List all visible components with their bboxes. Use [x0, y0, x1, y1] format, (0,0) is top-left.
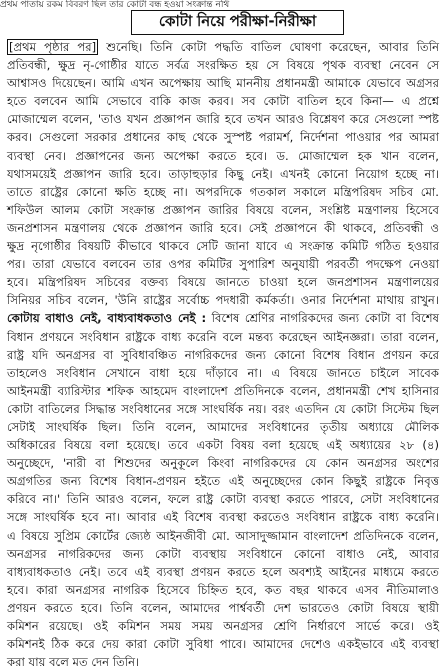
- line-text: সঙ্গে সাংঘর্ষিক হবে না। আবার এই বিশেষ ব্যবস্থা করতেও সংবিধান রাষ্ট্রকে বাধ্য করেনি।: [7, 510, 439, 525]
- text-line: [7, 400, 439, 418]
- line-text: কোটা বাতিলের সিদ্ধান্ত সংবিধানের সঙ্গে সাংঘর্ষিক নয়। বরং এতদিন যে কোটা সিস্টেম ছিল: [7, 401, 439, 416]
- line-text: প্রণয়ন করতে হবে। তিনি বলেন, আমাদের পার্শ্ববর্তী দেশ ভারতেও কোটা বিষয়ে স্থায়ী: [7, 600, 439, 615]
- line-text: প্রতিবন্ধী, ক্ষুদ্র নৃ-গোষ্ঠীর যাতে সর্বত্র সংরক্ষিত হয় সে বিষয়ে পৃথক ব্যবস্থা নেবেন সে: [7, 58, 439, 73]
- line-text: এ বিষয়ে সুপ্রিম কোর্টের জ্যেষ্ঠ আইনজীবী মো. আসাদুজ্জামান বাংলাদেশ প্রতিদিনকে বলেন,: [7, 528, 439, 543]
- line-text: হবে। মন্ত্রিপরিষদ সচিবের বক্তব্য বিষয়ে জানতে চাওয়া হলে জনপ্রশাসন মন্ত্রণালয়ের: [7, 275, 439, 290]
- text-line: [7, 599, 439, 617]
- paragraph-quota-obligation: [7, 309, 439, 671]
- text-line: [7, 581, 439, 599]
- line-text: মোজাম্মেল বলেন, 'তাও যখন প্রজ্ঞাপন জারি হবে তখন আরও বিশ্লেষণ করে সেগুলো স্পষ্ট: [7, 112, 439, 127]
- text-line: [7, 328, 439, 346]
- line-text: তাহলেও সংবিধান সেখানে বাধা হয়ে দাঁড়াবে না। এ বিষয়ে জানতে চাইলে সাবেক: [7, 365, 439, 380]
- text-line: [7, 237, 439, 255]
- paragraph-lead: [প্রথম পৃষ্ঠার পর]: [9, 40, 97, 54]
- text-line: [7, 219, 439, 237]
- text-line: [7, 508, 439, 526]
- article-body: [7, 38, 439, 670]
- text-line: [7, 291, 439, 309]
- line-text: অধিকারের বিষয়ে বলা হয়েছে। তবে একটা বিষয় বলা হয়েছে এই অধ্যায়ের ২৮ (৪): [7, 438, 439, 453]
- text-line: [7, 563, 439, 581]
- line-text: ক্ষুদ্র নৃগোষ্ঠীর বিষয়টি কীভাবে থাকবে সেটি জানা যাবে এ সংক্রান্ত কমিটি গঠিত হওয়ার: [7, 239, 439, 254]
- text-line: [7, 382, 439, 400]
- text-line: [7, 635, 439, 653]
- text-line: [7, 436, 439, 454]
- text-line: [7, 454, 439, 472]
- line-text: পর। তারা যেভাবে বলবেন তার ওপর কমিটির সুপারিশ অনুযায়ী পরবর্তী পদক্ষেপ নেওয়া: [7, 257, 439, 272]
- text-line: [7, 38, 439, 56]
- line-text: ব্যবস্থা নেব। প্রজ্ঞাপনের জন্য অপেক্ষা করতে হবে। ড. মোজাম্মেল হক খান বলেন,: [7, 148, 439, 163]
- text-line: [7, 617, 439, 635]
- text-line: [7, 255, 439, 273]
- line-text: রাষ্ট্র যদি অনগ্রসর বা সুবিধাবঞ্চিত নাগরিকদের জন্য কোনো বিশেষ বিধান প্রণয়ন করে: [7, 347, 439, 362]
- line-text: অগ্রগতির জন্য বিশেষ বিধান-প্রণয়ন হইতে এই অনুচ্ছেদের কোন কিছুই রাষ্ট্রকে নিবৃত্ত: [7, 474, 439, 489]
- text-line: [7, 74, 439, 92]
- text-line: [7, 273, 439, 291]
- text-line: [7, 92, 439, 110]
- text-line: [7, 527, 439, 545]
- line-text: কমিশন রয়েছে। ওই কমিশন সময় সময় অনগ্রসর শ্রেণি নির্ধারণে সার্ভে করে। ওই: [7, 619, 439, 633]
- paragraph-continuation: [7, 38, 439, 309]
- previous-text-strip: প্রথম পাতায় রকম বিবরণ ছিল তার কোটা বন্ধ হওয়া সংক্রান্ত নথি: [0, 0, 230, 10]
- text-line: [7, 128, 439, 146]
- line-text: সিনিয়র সচিব বলেন, 'উনি রাষ্ট্রের সর্বোচ্চ পদধারী কর্মকর্তা। ওনার নির্দেশনা মাথায় রাখুন।: [7, 293, 439, 308]
- text-line: [7, 653, 439, 671]
- text-line: [7, 147, 439, 165]
- text-line: [7, 201, 439, 219]
- line-text: সেটাই সাংঘর্ষিক ছিল। তিনি বলেন, আমাদের সংবিধানের তৃতীয় অধ্যায়ে মৌলিক: [7, 419, 439, 434]
- line-text: বিশেষ শ্রেণির নাগরিকদের জন্য কোটা বা বিশেষ: [206, 311, 439, 326]
- line-text: আশ্বাসও দিয়েছেন। আমি এখন অপেক্ষায় আছি মাননীয় প্রধানমন্ত্রী আমাকে যেভাবে অগ্রসর: [7, 76, 439, 91]
- line-text: অনগ্রসর নাগরিকদের জন্য কোটা ব্যবস্থায় সংবিধানে কোনো বাধাও নেই, আবার: [7, 546, 439, 561]
- text-line: [7, 364, 439, 382]
- line-text: তাতে রাষ্ট্রের কোনো ক্ষতি হচ্ছে না। অপরদিকে গতকাল সকালে মন্ত্রিপরিষদ সচিব মো.: [7, 184, 439, 199]
- line-text: কমিশনই ঠিক করে দেয় কারা কোটা সুবিধা পাবে। আমাদের দেশেও একইভাবে এই ব্যবস্থা: [7, 637, 439, 652]
- line-text: শফিউল আলম কোটা সংক্রান্ত প্রজ্ঞাপন জারির বিষয়ে বলেন, সংশ্লিষ্ট মন্ত্রণালয় হিসেবে: [7, 202, 439, 217]
- line-text: যথাসময়েই প্রজ্ঞাপন জারি হবে। তাড়াহুড়ার কিছু নেই। এখনই কোনো নিয়োগ হচ্ছে না।: [7, 166, 439, 181]
- line-text: বিধান প্রণয়নে সংবিধান রাষ্ট্রকে বাধ্য করেনি বলে মন্তব্য করেছেন আইনজ্ঞরা। তারা বলেন,: [7, 329, 439, 344]
- text-line: [7, 56, 439, 74]
- line-text: বাধ্যবাধকতাও নেই। তবে এই ব্যবস্থা প্রণয়ন করতে হলে অবশ্যই আইনের মাধ্যমে করতে: [7, 564, 439, 579]
- text-line: [7, 309, 439, 327]
- line-text: হতে বলবেন আমি সেভাবে বাকি কাজ করব। সব কোটা বাতিল হবে কিনা— এ প্রশ্নে: [7, 94, 439, 109]
- text-line: [7, 346, 439, 364]
- text-line: [7, 165, 439, 183]
- paragraph-lead: কোটায় বাধাও নেই, বাধ্যবাধকতাও নেই :: [7, 311, 207, 326]
- line-text: শুনেছি। তিনি কোটা পদ্ধতি বাতিল ঘোষণা করেছেন, আবার তিনি: [98, 40, 439, 54]
- line-text: করিবে না।' তিনি আরও বলেন, ফলে রাষ্ট্র কোটা ব্যবস্থা করতে পারবে, সেটা সংবিধানের: [7, 492, 439, 507]
- text-line: [7, 418, 439, 436]
- headline: কোটা নিয়ে পরীক্ষা-নিরীক্ষা: [131, 10, 344, 35]
- text-line: [7, 490, 439, 508]
- text-line: [7, 110, 439, 128]
- line-text: জনপ্রশাসন মন্ত্রণালয় থেকে প্রজ্ঞাপন জারি হবে। সেই প্রজ্ঞাপনে কী থাকবে, প্রতিবন্ধী ও: [7, 220, 439, 235]
- text-line: [7, 545, 439, 563]
- line-text: হবে। কারা অনগ্রসর নাগরিক হিসেবে চিহ্নিত হবে, কত বছর থাকবে এসব নীতিমালাও: [7, 582, 439, 597]
- text-line: [7, 183, 439, 201]
- line-text: আইনমন্ত্রী ব্যারিস্টার শফিক আহমেদ বাংলাদেশ প্রতিদিনকে বলেন, প্রধানমন্ত্রী শেখ হাসিনার: [7, 383, 439, 398]
- line-text: অনুচ্ছেদে, 'নারী বা শিশুদের অনুকূলে কিংবা নাগরিকদের যে কোন অনগ্রসর অংশের: [7, 456, 439, 471]
- line-text: করা যায় বলে মত দেন তিনি।: [7, 655, 140, 670]
- line-text: করব। সেগুলো সরকার প্রধানের কাছ থেকে সুস্পষ্ট পরামর্শ, নির্দেশনা পাওয়ার পর আমরা: [7, 130, 439, 145]
- text-line: [7, 472, 439, 490]
